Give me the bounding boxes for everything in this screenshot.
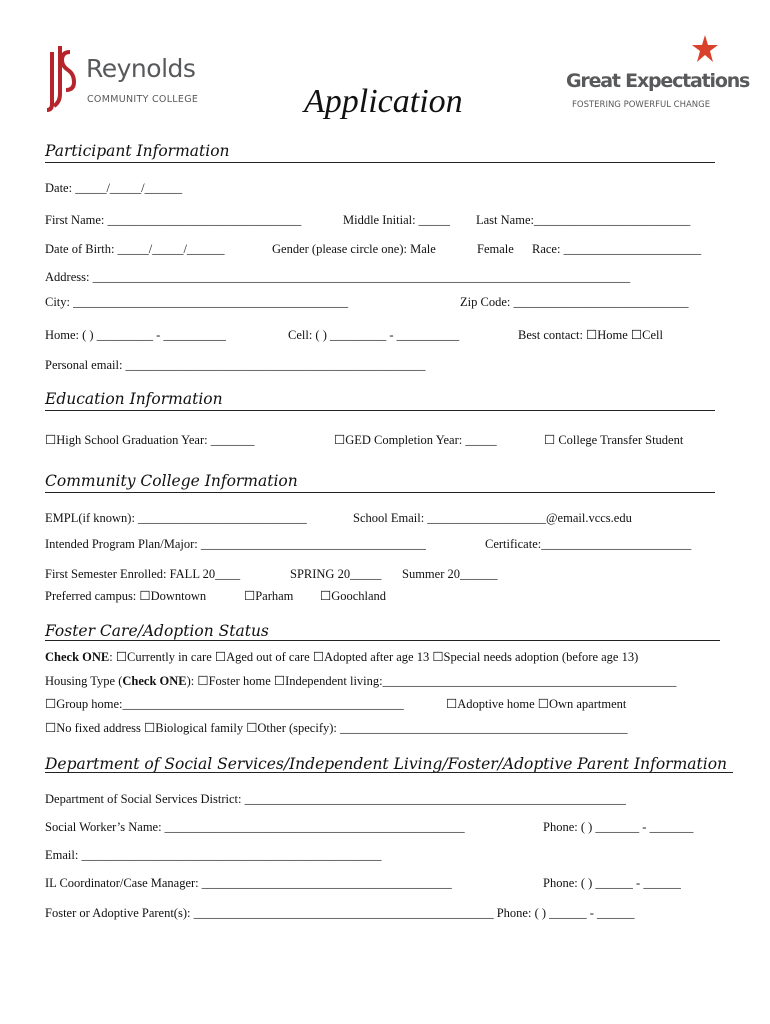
adoptive-apartment-checkboxes[interactable]: ☐Adoptive home ☐Own apartment <box>446 697 627 711</box>
cell-phone-field[interactable]: Cell: ( ) _________ - __________ <box>288 328 460 342</box>
divider <box>45 640 720 641</box>
star-icon <box>690 34 720 64</box>
campus-downtown-checkbox[interactable]: Preferred campus: ☐Downtown <box>45 589 207 603</box>
gender-male-option[interactable]: Gender (please circle one): Male <box>272 242 436 256</box>
spring-field[interactable]: SPRING 20_____ <box>290 567 382 581</box>
section-heading-dss: Department of Social Services/Independent Living/Foster/Adoptive Parent Information <box>45 755 728 773</box>
college-transfer-checkbox[interactable]: ☐ College Transfer Student <box>544 433 684 447</box>
section-heading-community-college: Community College Information <box>45 472 298 490</box>
best-contact-checkboxes[interactable]: Best contact: ☐Home ☐Cell <box>518 328 663 342</box>
housing-type-checkboxes[interactable] <box>45 674 676 688</box>
last-name-field[interactable]: Last Name:_________________________ <box>476 213 691 227</box>
reynolds-logo-sub: COMMUNITY COLLEGE <box>87 94 199 105</box>
first-semester-fall-field[interactable]: First Semester Enrolled: FALL 20____ <box>45 567 241 581</box>
dss-email-field[interactable]: Email: ________________________________________________ <box>45 848 382 862</box>
city-field[interactable]: City: ____________________________________________ <box>45 295 349 309</box>
divider <box>45 492 715 493</box>
il-coordinator-phone-field[interactable]: Phone: ( ) ______ - ______ <box>543 876 681 890</box>
great-expectations-name: Great Expectations <box>566 70 750 92</box>
housing-type-options[interactable]: ): ☐Foster home ☐Independent living:_______________________________________________ <box>186 674 677 688</box>
housing-check-one: Check ONE <box>122 674 187 688</box>
dob-field[interactable]: Date of Birth: _____/_____/______ <box>45 242 225 256</box>
middle-initial-field[interactable]: Middle Initial: _____ <box>343 213 450 227</box>
school-email-field[interactable]: School Email: ___________________@email.vccs.edu <box>353 511 632 525</box>
social-worker-name-field[interactable]: Social Worker’s Name: ________________________________________________ <box>45 820 465 834</box>
personal-email-field[interactable]: Personal email: ________________________________________________ <box>45 358 426 372</box>
certificate-field[interactable]: Certificate:________________________ <box>485 537 692 551</box>
divider <box>45 772 733 773</box>
dss-district-field[interactable]: Department of Social Services District: _____________________________________________________________ <box>45 792 626 806</box>
reynolds-logo <box>44 44 214 114</box>
section-heading-foster-care: Foster Care/Adoption Status <box>45 622 269 640</box>
reynolds-logo-name: Reynolds <box>86 54 196 83</box>
empl-field[interactable]: EMPL(if known): ___________________________ <box>45 511 307 525</box>
housing-type-label: Housing Type ( <box>45 674 123 688</box>
date-field[interactable]: Date: _____/_____/______ <box>45 181 183 195</box>
group-home-checkbox[interactable]: ☐Group home:_____________________________________________ <box>45 697 404 711</box>
first-name-field[interactable]: First Name: _______________________________ <box>45 213 302 227</box>
check-one-label: Check ONE <box>45 650 110 664</box>
section-heading-participant: Participant Information <box>45 142 230 160</box>
ged-checkbox[interactable]: ☐GED Completion Year: _____ <box>334 433 497 447</box>
program-field[interactable]: Intended Program Plan/Major: ____________________________________ <box>45 537 426 551</box>
race-field[interactable]: Race: ______________________ <box>532 242 702 256</box>
campus-parham-checkbox[interactable]: ☐Parham <box>244 589 294 603</box>
campus-goochland-checkbox[interactable]: ☐Goochland <box>320 589 387 603</box>
foster-status-checkboxes[interactable] <box>45 650 638 664</box>
divider <box>45 410 715 411</box>
section-heading-education: Education Information <box>45 390 223 408</box>
il-coordinator-field[interactable]: IL Coordinator/Case Manager: ________________________________________ <box>45 876 452 890</box>
foster-parent-field[interactable]: Foster or Adoptive Parent(s): ________________________________________________ Phone: ( ) ______ - ______ <box>45 906 635 920</box>
address-field[interactable]: Address: ______________________________________________________________________________________ <box>45 270 631 284</box>
home-phone-field[interactable]: Home: ( ) _________ - __________ <box>45 328 226 342</box>
zip-field[interactable]: Zip Code: ____________________________ <box>460 295 689 309</box>
social-worker-phone-field[interactable]: Phone: ( ) _______ - _______ <box>543 820 694 834</box>
foster-status-options[interactable]: : ☐Currently in care ☐Aged out of care ☐Adopted after age 13 ☐Special needs adoption (before age 13) <box>109 650 639 664</box>
summer-field[interactable]: Summer 20______ <box>402 567 498 581</box>
gender-female-option[interactable]: Female <box>477 242 514 256</box>
great-expectations-sub: FOSTERING POWERFUL CHANGE <box>572 100 711 110</box>
high-school-checkbox[interactable]: ☐High School Graduation Year: _______ <box>45 433 255 447</box>
page-title: Application <box>304 83 463 120</box>
other-housing-checkboxes[interactable]: ☐No fixed address ☐Biological family ☐Other (specify): ______________________________________________ <box>45 721 628 735</box>
divider <box>45 162 715 163</box>
great-expectations-logo <box>566 34 750 118</box>
reynolds-emblem-icon <box>44 44 78 112</box>
